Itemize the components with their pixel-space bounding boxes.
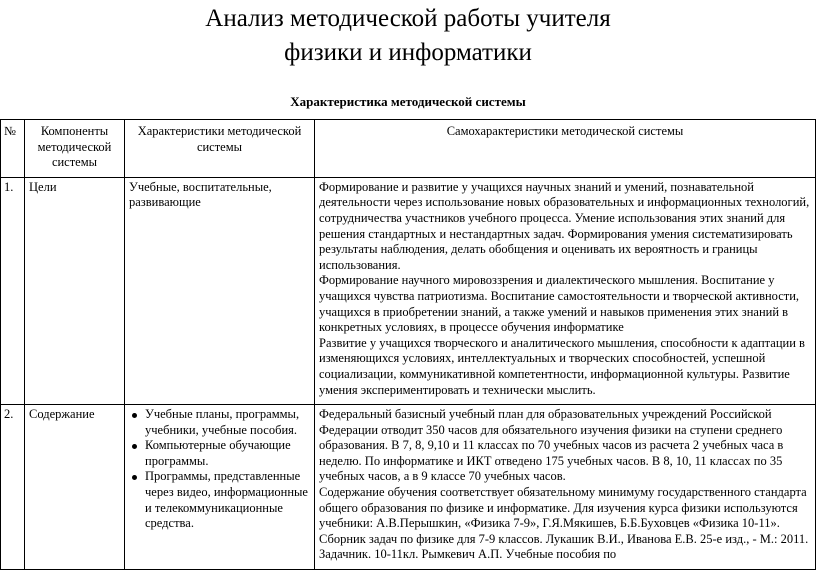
page-title-line-1: Анализ методической работы учителя (205, 5, 611, 32)
paragraph: Формирование научного мировоззрения и диалектического мышления. Воспитание у учащихся чувства патриотизма. Воспитание самостоятельности и творческой активности, учащихся в приобретении знаний, а также умений и навыков применения этих знаний в конкретных условиях, в процессе обучения информатике (319, 273, 800, 335)
methodical-system-table (0, 119, 816, 570)
row-characteristics (125, 405, 315, 570)
header-num: № (1, 120, 25, 178)
table-row (1, 405, 816, 570)
bullet-item: Программы, представленные через видео, информационные и телекоммуникационные средства. (129, 469, 310, 531)
row-component: Содержание (25, 405, 125, 570)
header-characteristics: Характеристики методической системы (125, 120, 315, 178)
row-self-characteristics (315, 177, 816, 404)
header-self-characteristics: Самохарактеристики методической системы (315, 120, 816, 178)
paragraph: Федеральный базисный учебный план для образовательных учреждений Российской Федерации отводит 350 часов для обязательного изучения физики на ступени среднего образования. В 7, 8, 9,10 и 11 классах по 70 учебных часов из расчета 2 учебных часа в неделю. По информатике и ИКТ отведено 175 учебных часов. В 8, 10, 11 классах по 35 учебных часов, а в 9 классе 70 учебных часов. (319, 407, 784, 484)
row-number: 2. (1, 405, 25, 570)
paragraph: Развитие у учащихся творческого и аналитического мышления, способности к адаптации в изменяющихся условиях, интеллектуальных и творческих способностей, успешной социализации, коммуникативной компетентности, информационной культуры. Развитие умения экспериментировать и технически мыслить. (319, 335, 805, 397)
section-subtitle: Характеристика методической системы (290, 94, 526, 109)
table-header-row (1, 120, 816, 178)
paragraph: Формирование и развитие у учащихся научных знаний и умений, познавательной деятельности через использование новых образовательных и информационных технологий, сотрудничества участников учебного процесса. Умение использования этих знаний для решения стандартных и нестандартных задач. Формирования умения систематизировать результаты наблюдения, делать обобщения и оценивать их вероятность и границы использования. (319, 179, 810, 272)
row-characteristics: Учебные, воспитательные, развивающие (125, 177, 315, 404)
bullet-item: Компьютерные обучающие программы. (129, 438, 310, 469)
row-component: Цели (25, 177, 125, 404)
table-row (1, 177, 816, 404)
header-components: Компоненты методической системы (25, 120, 125, 178)
bullet-item: Учебные планы, программы, учебники, учебные пособия. (129, 407, 310, 438)
page-title-line-2: физики и информатики (284, 39, 532, 66)
paragraph: Содержание обучения соответствует обязательному минимуму государственного стандарта общего образования по физике и информатике. Для изучения курса физики используются учебники: А.В.Перышкин, «Физика 7-9», Г.Я.Мякишев, Б.Б.Буховцев «Физика 10-11». Сборник задач по физике для 7-9 классов. Лукашик В.И., Иванова Е.В. 25-е изд., - М.: 2011. Задачник. 10-11кл. Рымкевич А.П. Учебные пособия по (319, 485, 809, 562)
row-self-characteristics (315, 405, 816, 570)
row-number: 1. (1, 177, 25, 404)
